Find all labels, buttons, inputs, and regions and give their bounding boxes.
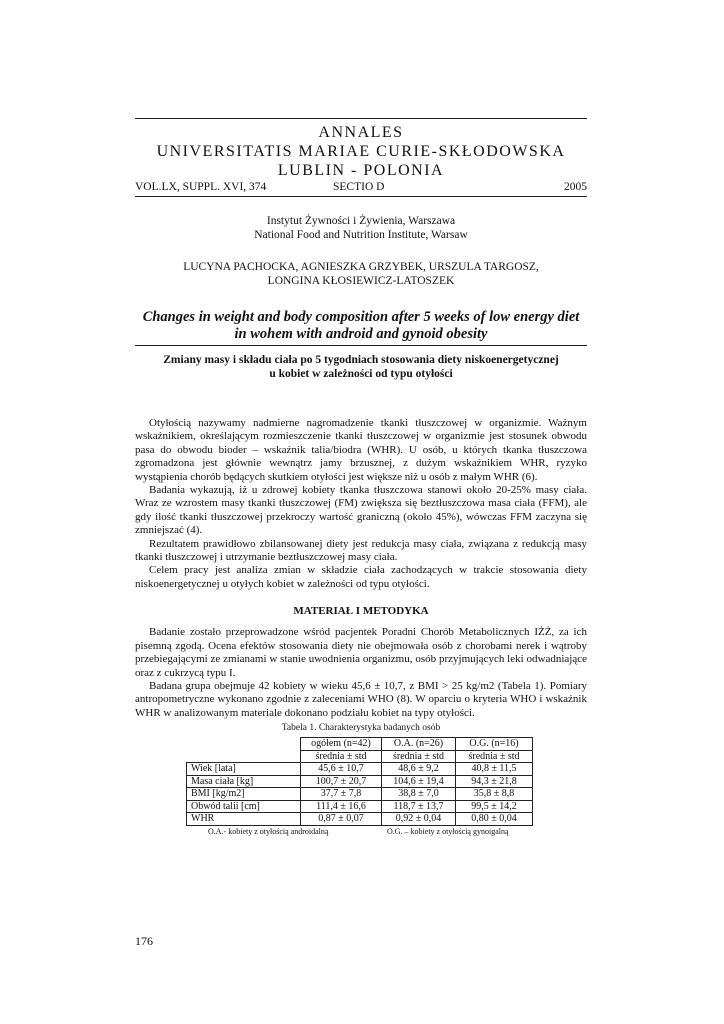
table-cell: 118,7 ± 13,7 — [382, 800, 456, 813]
intro-paragraph: Celem pracy jest analiza zmian w składzie ciała zachodzących w trakcie stosowania diety niskoenergetycznej u otyłych kobiet w zależności od typu otyłości. — [135, 564, 587, 590]
masthead-line2: UNIVERSITATIS MARIAE CURIE-SKŁODOWSKA — [156, 143, 566, 160]
row-label: BMI [kg/m2] — [187, 788, 301, 801]
volume-row — [135, 180, 587, 196]
institution-en: National Food and Nutrition Institute, Warsaw — [254, 229, 468, 241]
top-rule — [135, 118, 587, 119]
row-label: WHR — [187, 813, 301, 826]
masthead-bottom-rule — [135, 196, 587, 197]
institution — [135, 214, 587, 242]
table-cell: 35,8 ± 8,8 — [456, 788, 533, 801]
table-cell: 104,6 ± 19,4 — [382, 775, 456, 788]
intro-paragraph: Badania wykazują, iż u zdrowej kobiety tkanka tłuszczowa stanowi około 20-25% masy ciała. Wraz ze wzrostem masy tkanki tłuszczowej (FM) zwiększa się beztłuszczowa masa ciała (FFM), ale gdy ilość tkanki tłuszczowej przekroczy wartość graniczną (około 45%), wówczas FFM zaczyna się zmniejszać (4). — [135, 484, 587, 537]
table-header: O.G. (n=16) — [456, 738, 533, 751]
row-label: Wiek [lata] — [187, 763, 301, 776]
table-corner — [187, 738, 301, 751]
institution-pl: Instytut Żywności i Żywienia, Warszawa — [266, 215, 456, 227]
authors-line2: LONGINA KŁOSIEWICZ-LATOSZEK — [267, 275, 455, 287]
table-cell: 40,8 ± 11,5 — [456, 763, 533, 776]
table-header-row — [187, 738, 533, 751]
table-cell: 99,5 ± 14,2 — [456, 800, 533, 813]
table-cell: 37,7 ± 7,8 — [301, 788, 382, 801]
table-cell: 48,6 ± 9,2 — [382, 763, 456, 776]
table-cell: 45,6 ± 10,7 — [301, 763, 382, 776]
authors-line1: LUCYNA PACHOCKA, AGNIESZKA GRZYBEK, URSZULA TARGOSZ, — [183, 261, 539, 273]
table-row — [187, 763, 533, 776]
methods-section — [135, 626, 587, 720]
title-en-line1: Changes in weight and body composition after 5 weeks of low energy diet — [142, 309, 580, 325]
volume-info: VOL.LX, SUPPL. XVI, 374 — [135, 181, 267, 193]
table-note-oa: O.A.- kobiety z otyłością androidalną — [208, 826, 329, 836]
table-header: O.A. (n=26) — [382, 738, 456, 751]
page-content — [135, 118, 587, 836]
title-pl-line1: Zmiany masy i składu ciała po 5 tygodniach stosowania diety niskoenergetycznej — [163, 354, 559, 366]
title-polish — [135, 353, 587, 381]
characteristics-table — [186, 737, 533, 826]
table-cell: 0,80 ± 0,04 — [456, 813, 533, 826]
table-cell: 38,8 ± 7,0 — [382, 788, 456, 801]
table-caption: Tabela 1. Charakterystyka badanych osób — [281, 723, 441, 734]
table-cell: 0,87 ± 0,07 — [301, 813, 382, 826]
intro-paragraph: Rezultatem prawidłowo zbilansowanej diety jest redukcja masy ciała, związana z redukcją masy tkanki tłuszczowej i utrzymanie beztłuszczowej masy ciała. — [135, 537, 587, 564]
methods-paragraph: Badanie zostało przeprowadzone wśród pacjentek Poradni Chorób Metabolicznych IŻŻ, za ich pisemną zgodą. Ocena efektów stosowania diety nie obejmowała osób z chorobami nerek i wątroby przebiegającymi ze zmianami w stanie uwodnienia organizmu, osób przyjmujących leki odwadniające oraz z cukrzycą typu I. — [135, 626, 587, 679]
title-rule — [135, 345, 587, 346]
row-label: Obwód talii [cm] — [187, 800, 301, 813]
title-english — [135, 309, 587, 343]
page-number: 176 — [135, 934, 153, 948]
intro-paragraph: Otyłością nazywamy nadmierne nagromadzenie tkanki tłuszczowej w organizmie. Ważnym wskaźnikiem, określającym rozmieszczenie tkanki tłuszczowej w organizmie jest stosunek obwodu pasa do obwodu bioder – wskaźnik talia/biodra (WHR). U osób, u których tkanka tłuszczowa zgromadzona jest głównie wewnątrz jamy brzusznej, z dużym wskaźnikiem WHR, ryzyko wystąpienia chorób będących skutkiem otyłości jest większe niż u osób z małym WHR (6). — [135, 417, 587, 483]
masthead-line3: LUBLIN - POLONIA — [277, 162, 445, 179]
table-corner — [187, 750, 301, 763]
table-row — [187, 788, 533, 801]
methods-paragraph: Badana grupa obejmuje 42 kobiety w wieku 45,6 ± 10,7, z BMI > 25 kg/m2 (Tabela 1). Pomiary antropometryczne wykonano zgodnie z zaleceniami WHO (8). W oparciu o kryteria WHO i wskaźnik WHR w analizowanym materiale dokonano podziału kobiet na typy otyłości. — [135, 679, 587, 719]
table-row — [187, 775, 533, 788]
table-cell: 100,7 ± 20,7 — [301, 775, 382, 788]
table-subheader: średnia ± std — [301, 750, 382, 763]
intro-section — [135, 417, 587, 591]
title-en-line2: in wohem with android and gynoid obesity — [234, 326, 488, 342]
methods-heading: MATERIAŁ I METODYKA — [293, 605, 429, 618]
table-header: ogółem (n=42) — [301, 738, 382, 751]
table-cell: 111,4 ± 16,6 — [301, 800, 382, 813]
table-subheader: średnia ± std — [382, 750, 456, 763]
title-pl-line2: u kobiet w zależności od typu otyłości — [269, 368, 453, 380]
table-notes — [208, 827, 587, 836]
table-subheader-row — [187, 750, 533, 763]
table-cell: 94,3 ± 21,8 — [456, 775, 533, 788]
table-cell: 0,92 ± 0,04 — [382, 813, 456, 826]
row-label: Masa ciała [kg] — [187, 775, 301, 788]
table-note-og: O.G. – kobiety z otyłością gynoigalną — [387, 826, 509, 836]
table-subheader: średnia ± std — [456, 750, 533, 763]
table-row — [187, 800, 533, 813]
table-row — [187, 813, 533, 826]
authors — [135, 260, 587, 288]
journal-masthead — [135, 123, 587, 180]
sectio-info: SECTIO D — [333, 181, 385, 193]
year-info: 2005 — [564, 181, 587, 193]
masthead-line1: ANNALES — [318, 124, 404, 141]
